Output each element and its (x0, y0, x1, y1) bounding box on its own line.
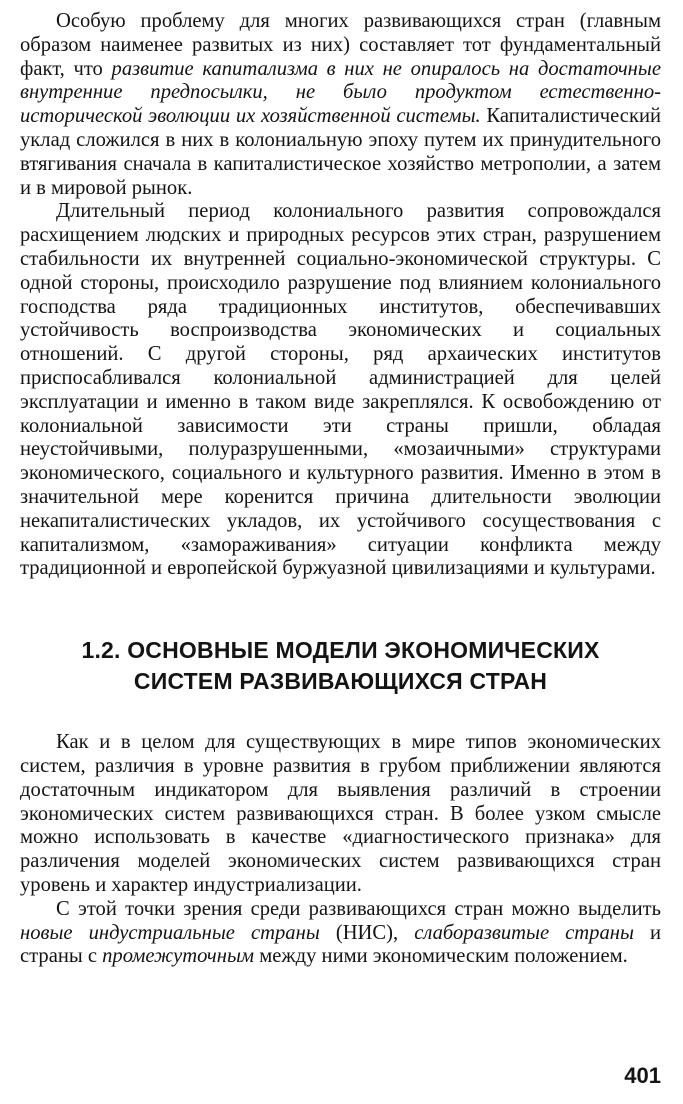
paragraph-text: (НИС), (319, 921, 415, 944)
paragraph-text: Особую проблему для многих развивающихся стран (главным образом наименее развитых из них) составляет тот фундаментальный факт, что (20, 10, 661, 80)
paragraph-development-indicators (20, 731, 661, 898)
paragraph-text: Как и в целом для существующих в мире типов экономических систем, различия в уровне развития в грубом приближении являются достаточным индикатором для выявления различий в строении экономических систем развивающихся стран. В более узком смысле можно использовать в качестве «диагностического признака» для различения моделей экономических систем развивающихся стран уровень и характер индустриализации. (20, 731, 661, 896)
paragraph-italic-text: слаборазвитые страны (414, 921, 634, 944)
paragraph-text: С этой точки зрения среди развивающихся стран можно выделить (56, 897, 661, 920)
paragraph-text: между ними экономическим положением. (254, 945, 628, 968)
paragraph-italic-text: новые индустриальные страны (20, 921, 320, 944)
paragraph-italic-text: промежуточным (102, 945, 255, 968)
paragraph-text: и страны с (20, 921, 662, 968)
section-heading-line: СИСТЕМ РАЗВИВАЮЩИХСЯ СТРАН (133, 668, 548, 695)
paragraph-country-groups (20, 898, 661, 969)
paragraph-italic-text: развитие капитализма в них не опиралось на достаточные внутренние предпосылки, не было продуктом естественно-исторической эволюции их хозяйственной системы. (20, 57, 661, 128)
paragraph-colonial-period (20, 200, 661, 581)
paragraph-text: Длительный период колониального развития сопровождался расхищением людских и природных ресурсов этих стран, разрушением стабильности их внутренней социально-экономической структуры. С одной стороны, происходило разрушение под влиянием колониального господства ряда традиционных институтов, обеспечивавших устойчивость воспроизводства экономических и социальных отношений. С другой стороны, ряд архаических институтов приспосабливался колониальной администрацией для целей эксплуатации и именно в таком виде закреплялся. К освобождению от колониальной зависимости эти страны пришли, обладая неустойчивыми, полуразрушенными, «мозаичными» структурами экономического, социального и культурного развития. Именно в этом в значительной мере коренится причина длительности эволюции некапиталистических укладов, их устойчивого сосуществования с капитализмом, «замораживания» ситуации конфликта между традиционной и европейской буржуазной цивилизациями и культурами. (20, 200, 661, 580)
section-heading-line: 1.2. ОСНОВНЫЕ МОДЕЛИ ЭКОНОМИЧЕСКИХ (81, 637, 600, 664)
section-heading (20, 635, 661, 697)
page-content (20, 10, 661, 969)
paragraph-capitalism-origins (20, 10, 661, 200)
page-number: 401 (624, 1063, 661, 1088)
paragraph-text: Капиталистический уклад сложился в них в колониальную эпоху путем их принудительного втягивания сначала в капиталистическое хозяйство метрополии, а затем и в мировой рынок. (20, 105, 661, 199)
text-block-bottom (20, 731, 661, 969)
text-block-top (20, 10, 661, 581)
